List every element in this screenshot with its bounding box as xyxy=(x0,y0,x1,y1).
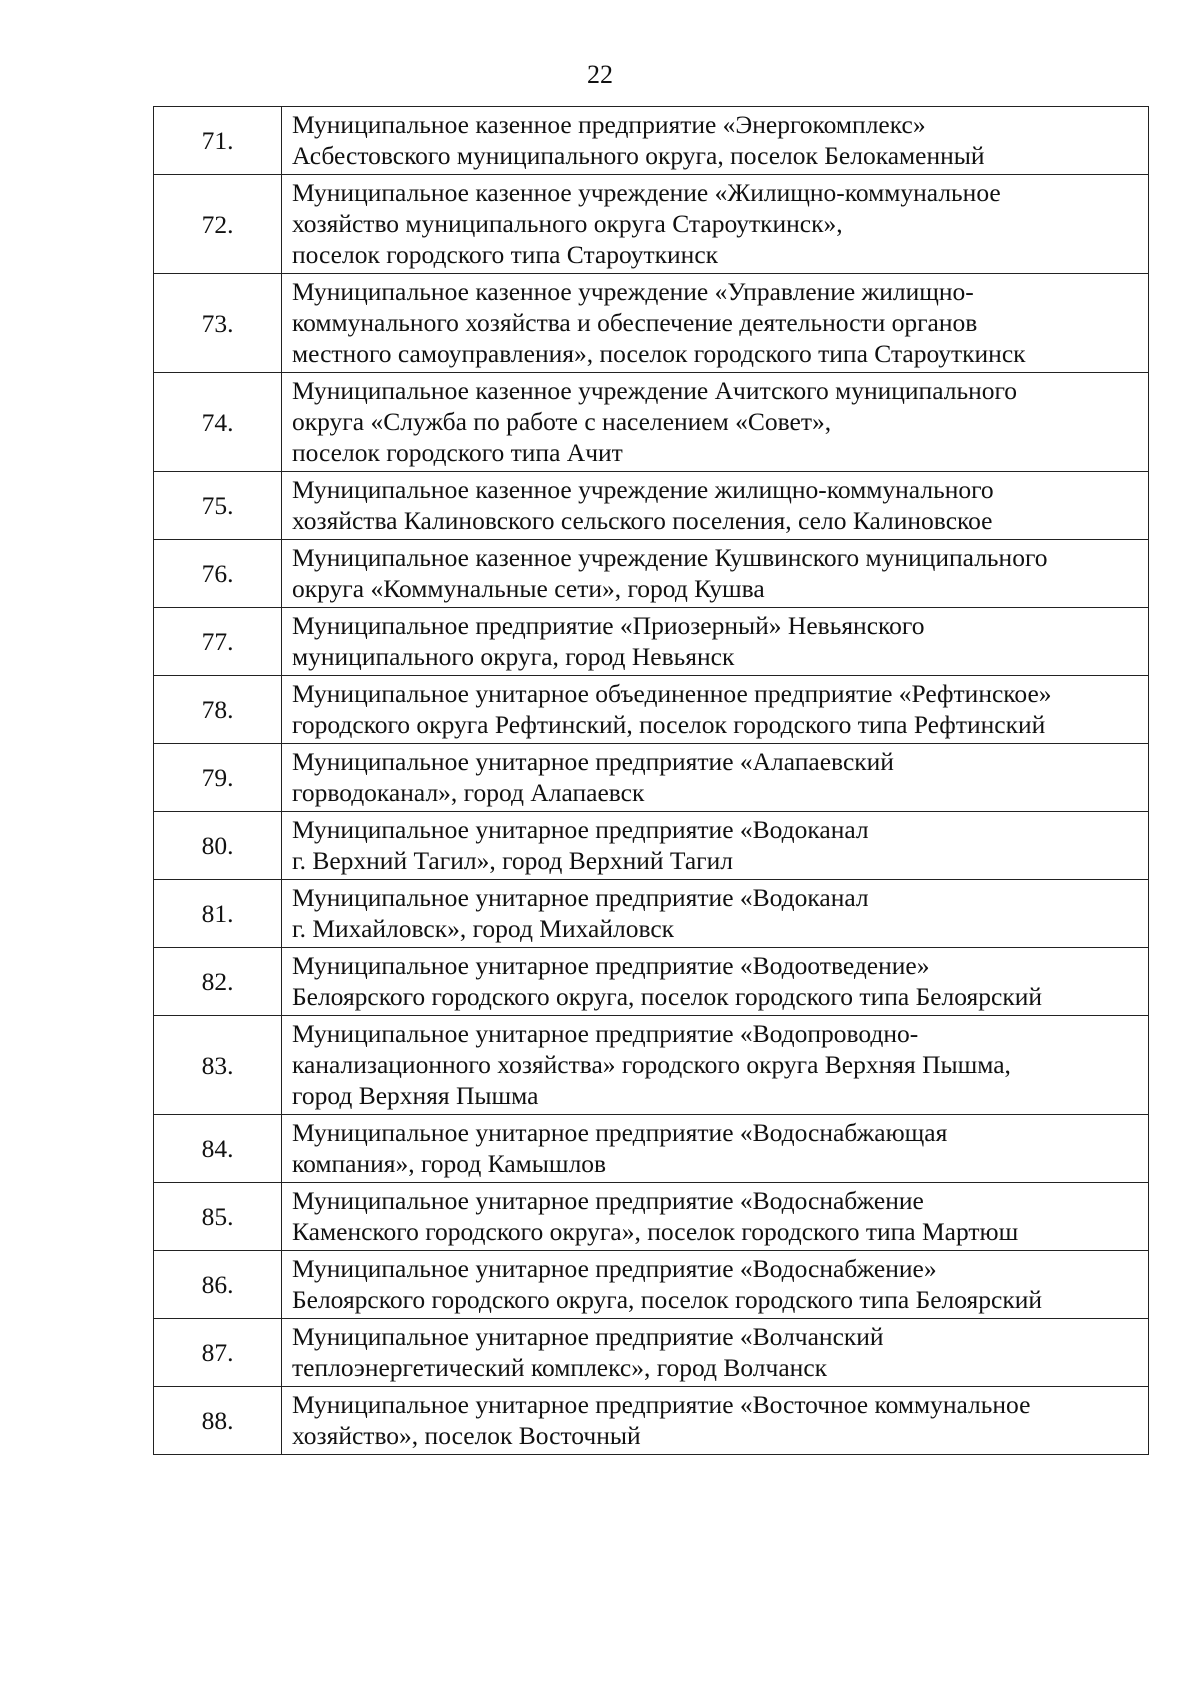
row-number: 87. xyxy=(154,1319,282,1387)
row-number: 83. xyxy=(154,1016,282,1115)
row-number: 82. xyxy=(154,948,282,1016)
enterprise-name: Муниципальное унитарное предприятие «Водопроводно- канализационного хозяйства» городского округа Верхняя Пышма, город Верхняя Пышма xyxy=(282,1016,1149,1115)
enterprise-name: Муниципальное казенное предприятие «Энергокомплекс» Асбестовского муниципального округа, поселок Белокаменный xyxy=(282,107,1149,175)
row-number: 78. xyxy=(154,676,282,744)
row-number: 71. xyxy=(154,107,282,175)
row-number: 77. xyxy=(154,608,282,676)
enterprise-table-body xyxy=(154,107,1149,1455)
row-number: 86. xyxy=(154,1251,282,1319)
enterprise-name: Муниципальное унитарное предприятие «Алапаевский горводоканал», город Алапаевск xyxy=(282,744,1149,812)
table-row xyxy=(154,676,1149,744)
table-row xyxy=(154,1016,1149,1115)
enterprise-name: Муниципальное казенное учреждение Ачитского муниципального округа «Служба по работе с населением «Совет», поселок городского типа Ачит xyxy=(282,373,1149,472)
row-number: 74. xyxy=(154,373,282,472)
enterprise-name: Муниципальное казенное учреждение «Управление жилищно- коммунального хозяйства и обеспечение деятельности органов местного самоуправления», поселок городского типа Староуткинск xyxy=(282,274,1149,373)
row-number: 81. xyxy=(154,880,282,948)
table-row xyxy=(154,744,1149,812)
enterprise-name: Муниципальное унитарное предприятие «Водоканал г. Михайловск», город Михайловск xyxy=(282,880,1149,948)
table-row xyxy=(154,1319,1149,1387)
enterprise-name: Муниципальное унитарное предприятие «Водоотведение» Белоярского городского округа, поселок городского типа Белоярский xyxy=(282,948,1149,1016)
table-row xyxy=(154,274,1149,373)
table-row xyxy=(154,1387,1149,1455)
table-row xyxy=(154,948,1149,1016)
table-row xyxy=(154,812,1149,880)
enterprise-name: Муниципальное предприятие «Приозерный» Невьянского муниципального округа, город Невьянск xyxy=(282,608,1149,676)
row-number: 75. xyxy=(154,472,282,540)
table-row xyxy=(154,472,1149,540)
row-number: 72. xyxy=(154,175,282,274)
enterprise-name: Муниципальное казенное учреждение Кушвинского муниципального округа «Коммунальные сети», город Кушва xyxy=(282,540,1149,608)
table-row xyxy=(154,175,1149,274)
enterprise-name: Муниципальное унитарное предприятие «Водоснабжение» Белоярского городского округа, поселок городского типа Белоярский xyxy=(282,1251,1149,1319)
enterprise-name: Муниципальное казенное учреждение жилищно-коммунального хозяйства Калиновского сельского поселения, село Калиновское xyxy=(282,472,1149,540)
row-number: 85. xyxy=(154,1183,282,1251)
enterprise-name: Муниципальное унитарное объединенное предприятие «Рефтинское» городского округа Рефтинский, поселок городского типа Рефтинский xyxy=(282,676,1149,744)
table-row xyxy=(154,1183,1149,1251)
enterprise-name: Муниципальное унитарное предприятие «Водоснабжение Каменского городского округа», поселок городского типа Мартюш xyxy=(282,1183,1149,1251)
enterprise-name: Муниципальное казенное учреждение «Жилищно-коммунальное хозяйство муниципального округа Староуткинск», поселок городского типа Староуткинск xyxy=(282,175,1149,274)
row-number: 73. xyxy=(154,274,282,373)
row-number: 76. xyxy=(154,540,282,608)
enterprise-table xyxy=(153,106,1149,1455)
table-row xyxy=(154,1251,1149,1319)
table-row xyxy=(154,107,1149,175)
row-number: 80. xyxy=(154,812,282,880)
enterprise-name: Муниципальное унитарное предприятие «Восточное коммунальное хозяйство», поселок Восточный xyxy=(282,1387,1149,1455)
enterprise-name: Муниципальное унитарное предприятие «Водоканал г. Верхний Тагил», город Верхний Тагил xyxy=(282,812,1149,880)
row-number: 88. xyxy=(154,1387,282,1455)
row-number: 79. xyxy=(154,744,282,812)
table-row xyxy=(154,608,1149,676)
enterprise-name: Муниципальное унитарное предприятие «Водоснабжающая компания», город Камышлов xyxy=(282,1115,1149,1183)
page-number: 22 xyxy=(587,60,613,89)
table-row xyxy=(154,880,1149,948)
table-row xyxy=(154,373,1149,472)
table-row xyxy=(154,540,1149,608)
table-row xyxy=(154,1115,1149,1183)
enterprise-name: Муниципальное унитарное предприятие «Волчанский теплоэнергетический комплекс», город Волчанск xyxy=(282,1319,1149,1387)
row-number: 84. xyxy=(154,1115,282,1183)
